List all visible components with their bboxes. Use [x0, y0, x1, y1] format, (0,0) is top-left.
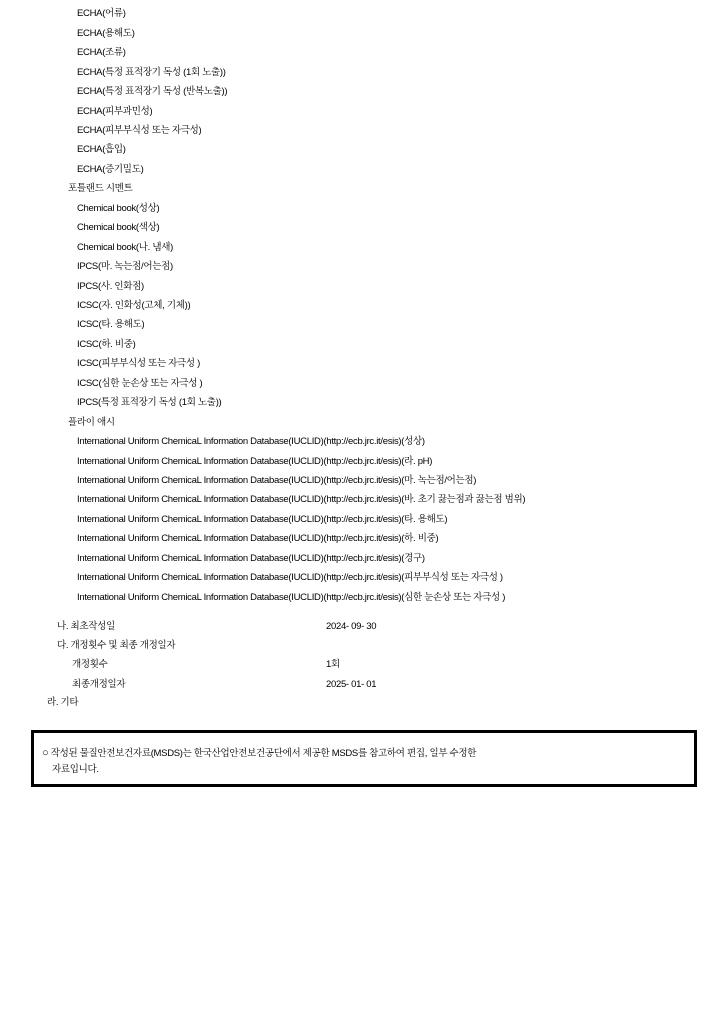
reference-item: ECHA(흡입) [77, 144, 126, 155]
reference-item: International Uniform ChemicaL Information Database(IUCLID)(http://ecb.jrc.it/esis)(라. pH) [77, 456, 433, 467]
reference-item: International Uniform ChemicaL Information Database(IUCLID)(http://ecb.jrc.it/esis)(성상) [77, 436, 425, 447]
reference-item: International Uniform ChemicaL Information Database(IUCLID)(http://ecb.jrc.it/esis)(타. 용해도) [77, 514, 448, 525]
reference-item: IPCS(사. 인화점) [77, 281, 144, 292]
reference-item: ECHA(용해도) [77, 28, 135, 39]
reference-item: ICSC(타. 용해도) [77, 319, 145, 330]
notice-line-1: 작성된 물질안전보건자료(MSDS)는 한국산업안전보건공단에서 제공한 MSDS를 참고하여 편집, 일부 수정한 [50, 748, 477, 759]
bullet-circle-icon: ○ [42, 747, 49, 759]
reference-item: International Uniform ChemicaL Information Database(IUCLID)(http://ecb.jrc.it/esis)(마. 녹는점/어는점) [77, 475, 477, 486]
last-revised-value: 2025- 01- 01 [326, 679, 377, 690]
reference-item: IPCS(특정 표적장기 독성 (1회 노출)) [77, 397, 222, 408]
reference-item: IPCS(마. 녹는점/어는점) [77, 261, 173, 272]
notice-box [31, 730, 697, 787]
reference-item: ECHA(피부부식성 또는 자극성) [77, 125, 202, 136]
first-created-label: 나. 최초작성일 [57, 621, 115, 632]
reference-item: ICSC(심한 눈손상 또는 자극성 ) [77, 378, 203, 389]
substance-heading: 포틀랜드 시멘트 [68, 183, 133, 194]
reference-item: ECHA(증기밀도) [77, 164, 144, 175]
reference-item: ECHA(특정 표적장기 독성 (반복노출)) [77, 86, 228, 97]
reference-item: Chemical book(성상) [77, 203, 160, 214]
revision-count-value: 1회 [326, 659, 340, 670]
reference-item: ECHA(피부과민성) [77, 106, 153, 117]
other-heading: 라. 기타 [47, 697, 79, 708]
reference-item: International Uniform ChemicaL Information Database(IUCLID)(http://ecb.jrc.it/esis)(바. 초기 끓는점과 끓는점 범위) [77, 494, 526, 505]
revision-count-label: 개정횟수 [72, 659, 108, 670]
reference-item: ICSC(자. 인화성(고체, 기체)) [77, 300, 191, 311]
notice-text [42, 745, 476, 778]
last-revised-label: 최종개정일자 [72, 679, 126, 690]
reference-item: ECHA(조류) [77, 47, 126, 58]
reference-item: International Uniform ChemicaL Information Database(IUCLID)(http://ecb.jrc.it/esis)(심한 눈손상 또는 자극성 ) [77, 592, 506, 603]
revision-heading: 다. 개정횟수 및 최종 개정일자 [57, 640, 176, 651]
reference-item: International Uniform ChemicaL Information Database(IUCLID)(http://ecb.jrc.it/esis)(경구) [77, 553, 425, 564]
reference-item: ICSC(피부부식성 또는 자극성 ) [77, 358, 201, 369]
reference-item: International Uniform ChemicaL Information Database(IUCLID)(http://ecb.jrc.it/esis)(피부부식성 또는 자극성 ) [77, 572, 503, 583]
first-created-value: 2024- 09- 30 [326, 621, 377, 632]
reference-item: Chemical book(나. 냄새) [77, 242, 173, 253]
substance-heading: 플라이 애시 [68, 417, 115, 428]
reference-item: Chemical book(색상) [77, 222, 160, 233]
reference-item: ECHA(특정 표적장기 독성 (1회 노출)) [77, 67, 226, 78]
reference-item: International Uniform ChemicaL Information Database(IUCLID)(http://ecb.jrc.it/esis)(하. 비중) [77, 533, 439, 544]
reference-item: ECHA(어류) [77, 8, 126, 19]
notice-line-2: 자료입니다. [52, 764, 99, 775]
reference-item: ICSC(하. 비중) [77, 339, 136, 350]
